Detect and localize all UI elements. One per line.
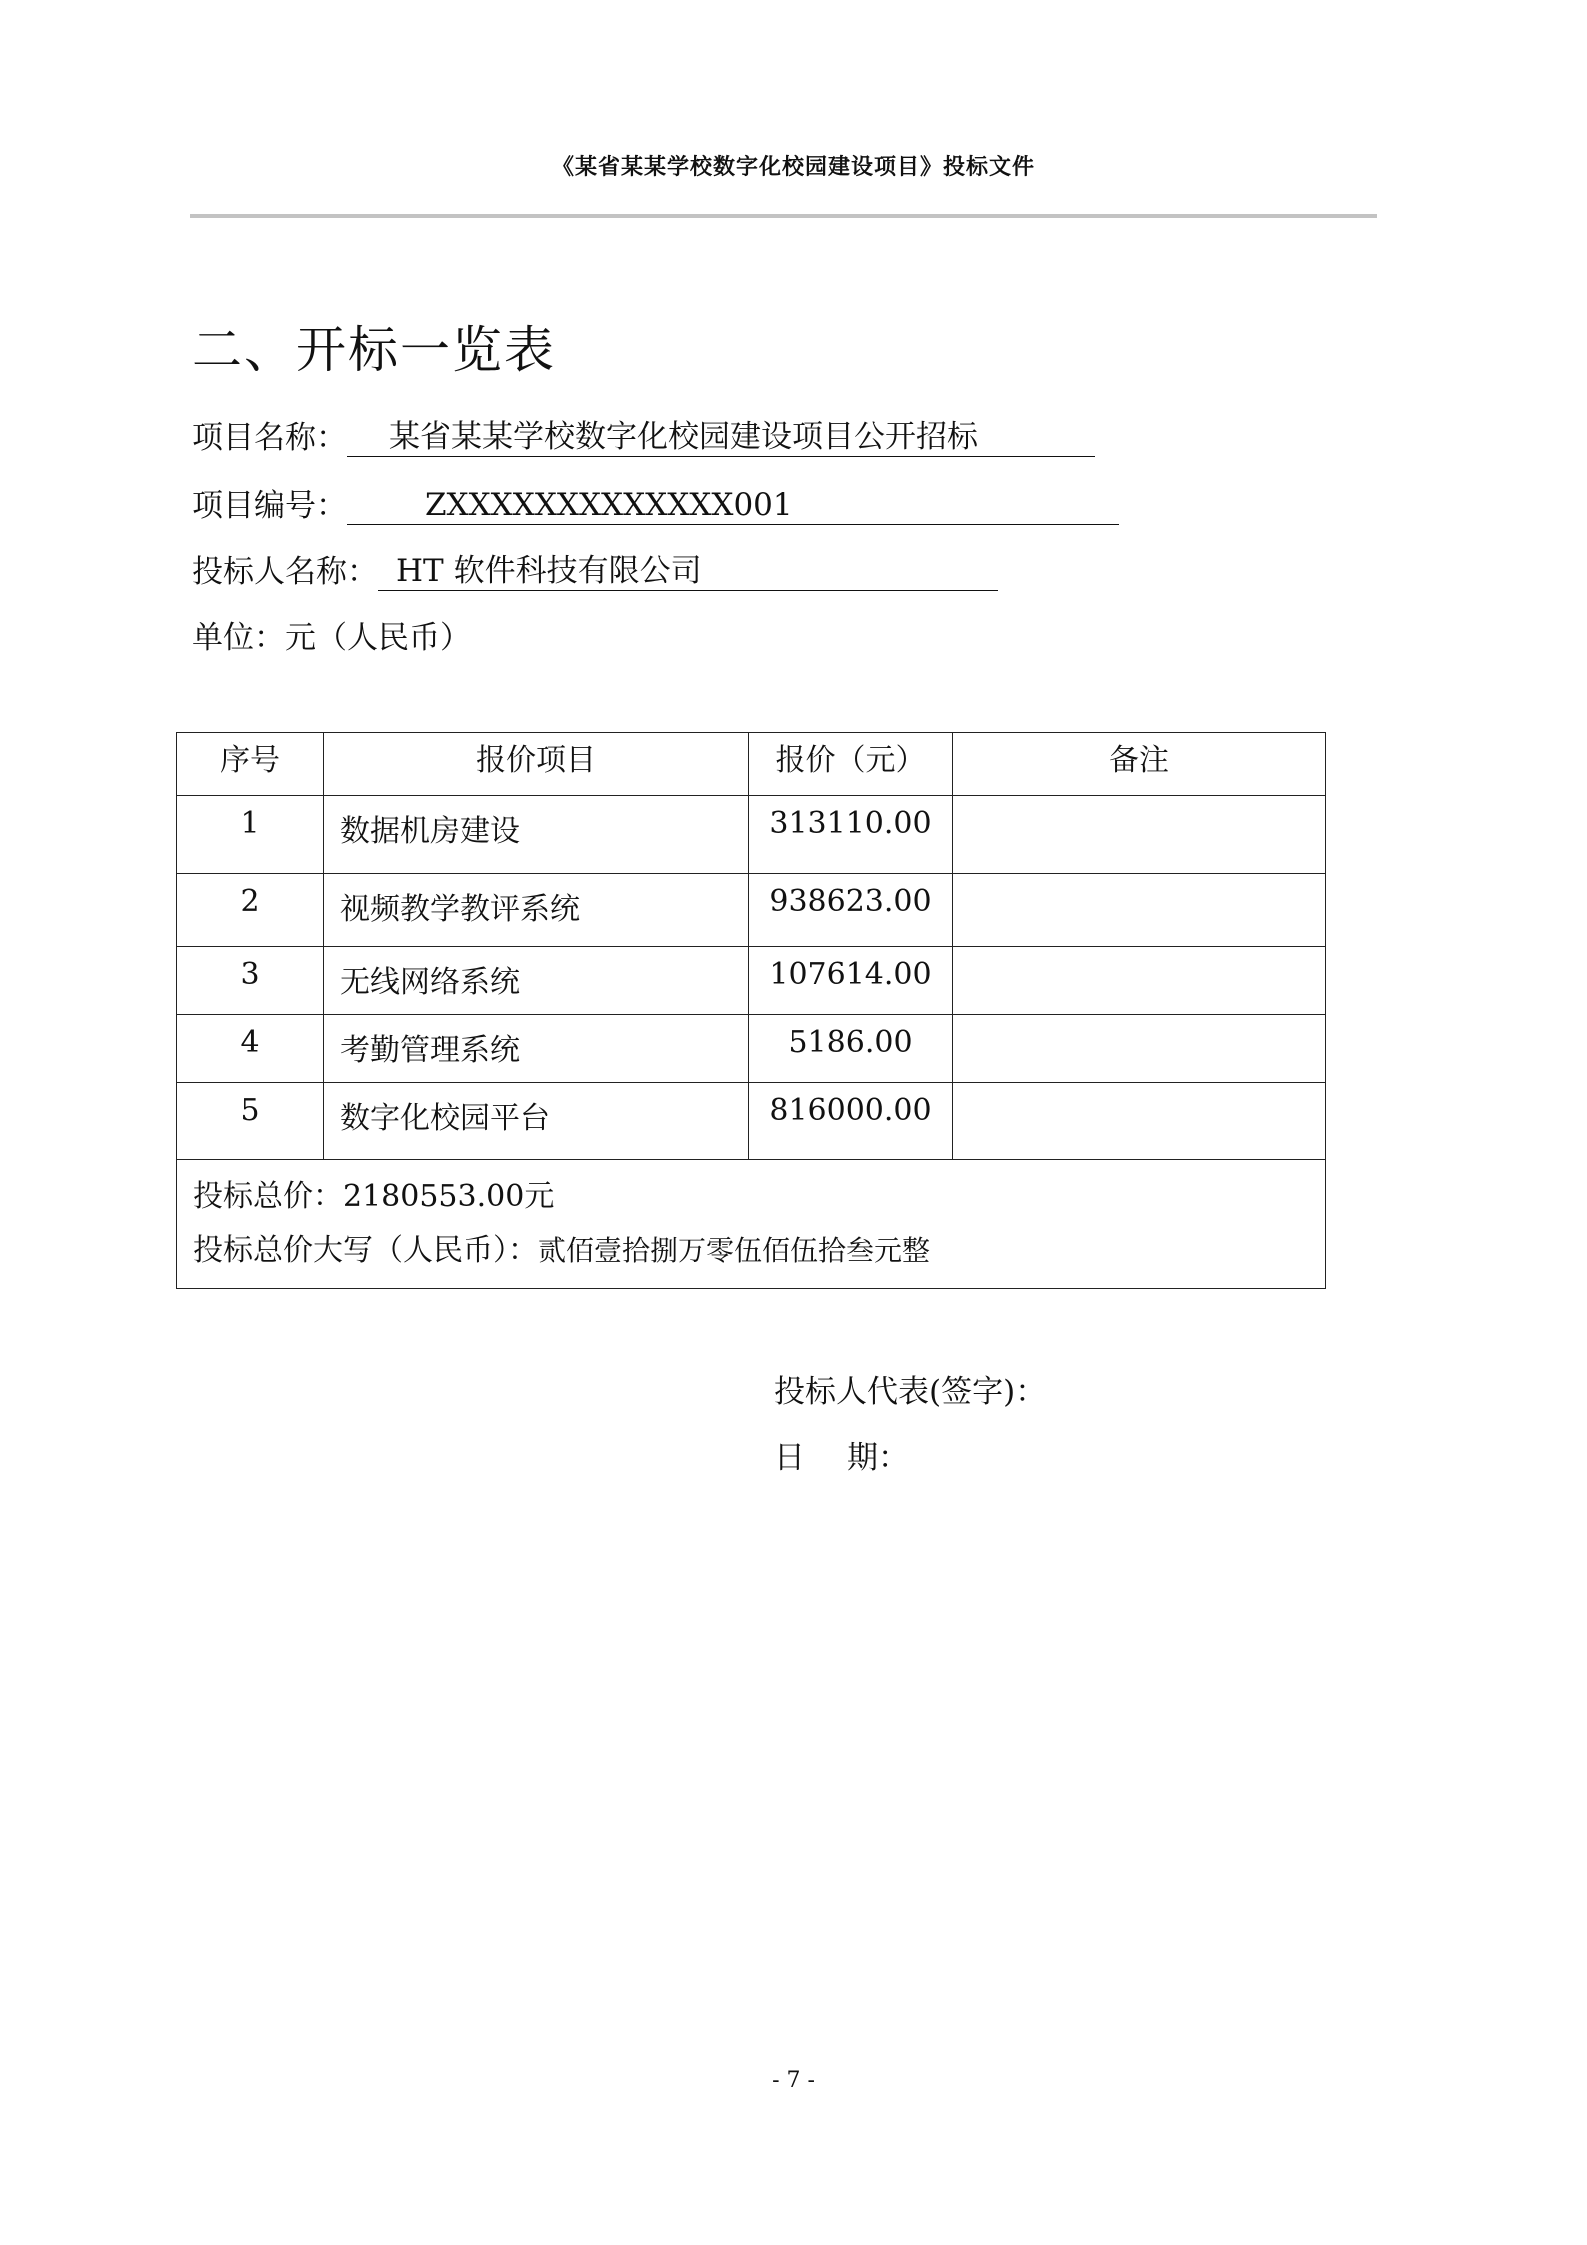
row-price: 816000.00	[749, 1083, 953, 1160]
total-cell	[177, 1160, 1326, 1289]
row-item: 数据机房建设	[324, 796, 749, 874]
header-item: 报价项目	[324, 733, 749, 796]
row-no: 5	[177, 1083, 324, 1160]
row-remark	[953, 874, 1326, 947]
row-price: 5186.00	[749, 1015, 953, 1083]
table-header-row	[177, 733, 1326, 796]
row-remark	[953, 1083, 1326, 1160]
row-price: 313110.00	[749, 796, 953, 874]
bidder-field	[192, 546, 998, 591]
total-words-value: 贰佰壹拾捌万零伍佰伍拾叁元整	[538, 1234, 931, 1267]
header-price: 报价（元）	[749, 733, 953, 796]
date-label-1: 日	[774, 1440, 805, 1476]
row-price: 107614.00	[749, 947, 953, 1015]
date-label-2: 期：	[847, 1440, 909, 1476]
row-price: 938623.00	[749, 874, 953, 947]
row-no: 3	[177, 947, 324, 1015]
row-item: 数字化校园平台	[324, 1083, 749, 1160]
quote-table	[176, 732, 1326, 1289]
page-number: - 7 -	[772, 2068, 815, 2093]
signature-rep: 投标人代表(签字)：	[774, 1374, 1047, 1410]
project-name-label: 项目名称：	[192, 420, 347, 456]
unit-line: 单位：元（人民币）	[192, 620, 471, 656]
total-words-line	[193, 1224, 1325, 1278]
header-remark: 备注	[953, 733, 1326, 796]
row-item: 无线网络系统	[324, 947, 749, 1015]
project-code-value: ZXXXXXXXXXXXXX001	[347, 485, 1119, 525]
table-row	[177, 947, 1326, 1015]
total-value: 2180553.00	[343, 1179, 525, 1214]
row-remark	[953, 947, 1326, 1015]
project-code-label: 项目编号：	[192, 488, 347, 524]
project-name-value: 某省某某学校数字化校园建设项目公开招标	[347, 417, 1095, 457]
table-row	[177, 796, 1326, 874]
total-words-label: 投标总价大写（人民币）：	[193, 1233, 538, 1268]
row-item: 考勤管理系统	[324, 1015, 749, 1083]
row-remark	[953, 796, 1326, 874]
table-row	[177, 874, 1326, 947]
running-header: 《某省某某学校数字化校园建设项目》投标文件	[551, 155, 1035, 180]
total-price-line	[193, 1170, 1325, 1224]
row-no: 2	[177, 874, 324, 947]
total-label: 投标总价：	[193, 1179, 343, 1214]
bidder-label: 投标人名称：	[192, 554, 378, 590]
total-currency: 元	[524, 1179, 555, 1214]
table-row	[177, 1083, 1326, 1160]
header-no: 序号	[177, 733, 324, 796]
header-rule	[190, 214, 1377, 218]
table-total-row	[177, 1160, 1326, 1289]
section-title: 二、开标一览表	[192, 321, 556, 379]
bidder-value: HT 软件科技有限公司	[378, 551, 998, 591]
row-no: 1	[177, 796, 324, 874]
row-remark	[953, 1015, 1326, 1083]
project-code-field	[192, 480, 1119, 525]
table-row	[177, 1015, 1326, 1083]
project-name-field	[192, 412, 1095, 457]
signature-date	[774, 1432, 909, 1477]
row-item: 视频教学教评系统	[324, 874, 749, 947]
row-no: 4	[177, 1015, 324, 1083]
